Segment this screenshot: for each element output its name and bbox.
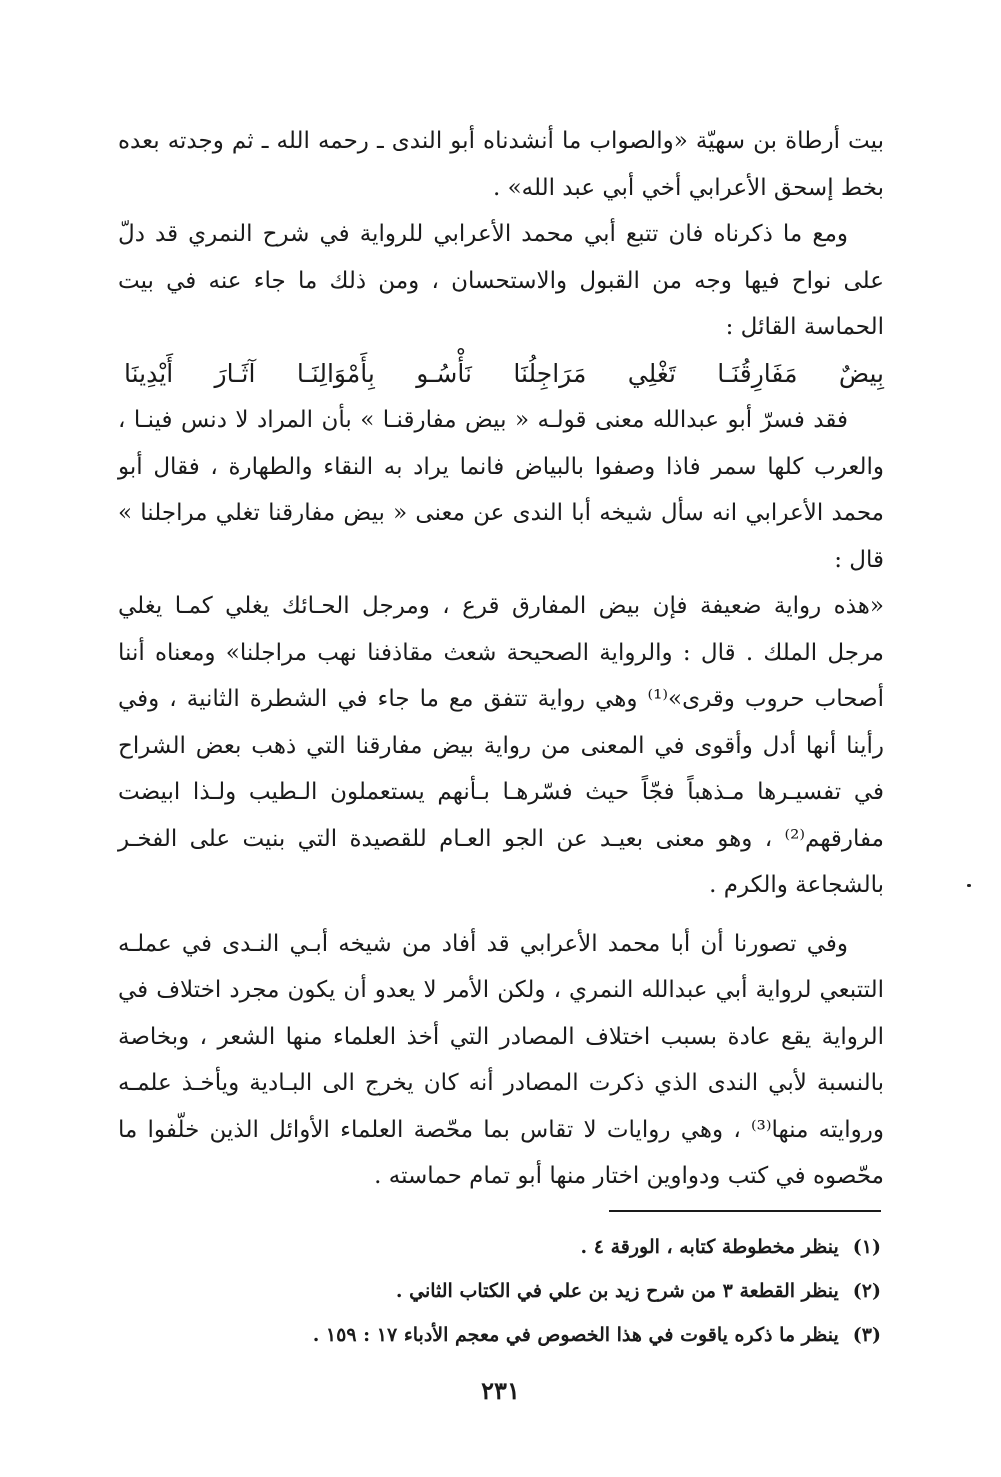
paragraph: «هذه رواية ضعيفة فإن بيض المفارق قرع ، ومرجل الحـائك يغلي كمـا يغلي مرجل الملك . قال : والرواية الصحيحة شعث مقاذفنا نهب مراجلنا» ومعناه أننا أصحاب حروب وقرى»⁽¹⁾ وهي رواية تتفق مع ما جاء في الشطرة الثانية ، وفي رأينا أنها أدل وأقوى في المعنى من رواية بيض مفارقنا التي ذهب بعض الشراح في تفسيـرها مـذهباً فجّاً حيث فسّرهـا بـأنهم يستعملون الـطيب ولـذا ابيضت مفارقهم⁽²⁾ ، وهو معنى بعيـد عن الجو العـام للقصيدة التي بنيت على الفخـر بالشجاعة والكرم . [118,593,884,898]
verse-word: بِأَمْوَالِنَـا [296,358,375,388]
verse-word: مَفَارِقُنَـا [717,358,798,388]
main-text [118,118,884,1200]
paragraph: ومع ما ذكرناه فان تتبع أبي محمد الأعرابي للرواية في شرح النمري قد دلّ على نواح فيها وجه من القبول والاستحسان ، ومن ذلك ما جاء عنه في بيت الحماسة القائل : [118,221,884,340]
footnote-divider [609,1210,881,1212]
footnote-text: ينظر القطعة ٣ من شرح زيد بن علي في الكتاب الثاني . [395,1280,839,1302]
footnote [121,1313,881,1357]
footnote [121,1225,881,1269]
paragraph: بيت أرطاة بن سهيّة «والصواب ما أنشدناه أبو الندى ـ رحمه الله ـ ثم وجدته بعده بخط إسحق الأعرابي أخي أبي عبد الله» . [118,128,884,201]
verse-word: نَأْسُـو [416,358,472,388]
footnote-number: (٣) [852,1324,881,1346]
verse-word: آثَـارَ [214,358,256,388]
poem-verse [118,351,884,398]
paragraph: وفي تصورنا أن أبا محمد الأعرابي قد أفاد من شيخه أبـي النـدى في عملـه التتبعي لرواية أبي عبدالله النمري ، ولكن الأمر لا يعدو أن يكون مجرد اختلاف في الرواية يقع عادة بسبب اختلاف المصادر التي أخذ العلماء منها الشعر ، وبخاصة بالنسبة لأبي الندى الذي ذكرت المصادر أنه كان يخرج الى البـادية ويأخـذ علمـه وروايته منها⁽³⁾ ، وهي روايات لا تقاس بما محّصة العلماء الأوائل الذين خلّفوا ما محّصوه في كتب ودواوين اختار منها أبو تمام حماسته . [118,930,884,1189]
footnotes [121,1225,881,1357]
verse-word: أَيْدِينَا [124,358,174,388]
footnote-text: ينظر مخطوطة كتابه ، الورقة ٤ . [580,1236,839,1258]
verse-word: بِيضٌ [838,358,884,388]
page-number: ٢٣١ [481,1376,520,1405]
footnote [121,1269,881,1313]
footnote-number: (١) [852,1236,881,1258]
footnote-text: ينظر ما ذكره ياقوت في هذا الخصوص في معجم الأدباء ١٧ : ١٥٩ . [312,1324,839,1346]
verse-word: تَغْلِي [627,358,676,388]
paragraph: فقد فسرّ أبو عبدالله معنى قولـه « بيض مفارقنـا » بأن المراد لا دنس فينـا ، والعرب كلها سمر فاذا وصفوا بالبياض فانما يراد به النقاء والطهارة ، فقال أبو محمد الأعرابي انه سأل شيخه أبا الندى عن معنى « بيض مفارقنا تغلي مراجلنا » قال : [118,407,884,573]
footnote-number: (٢) [852,1280,881,1302]
scan-speck [967,884,971,887]
verse-word: مَرَاجِلُنَا [513,358,587,388]
